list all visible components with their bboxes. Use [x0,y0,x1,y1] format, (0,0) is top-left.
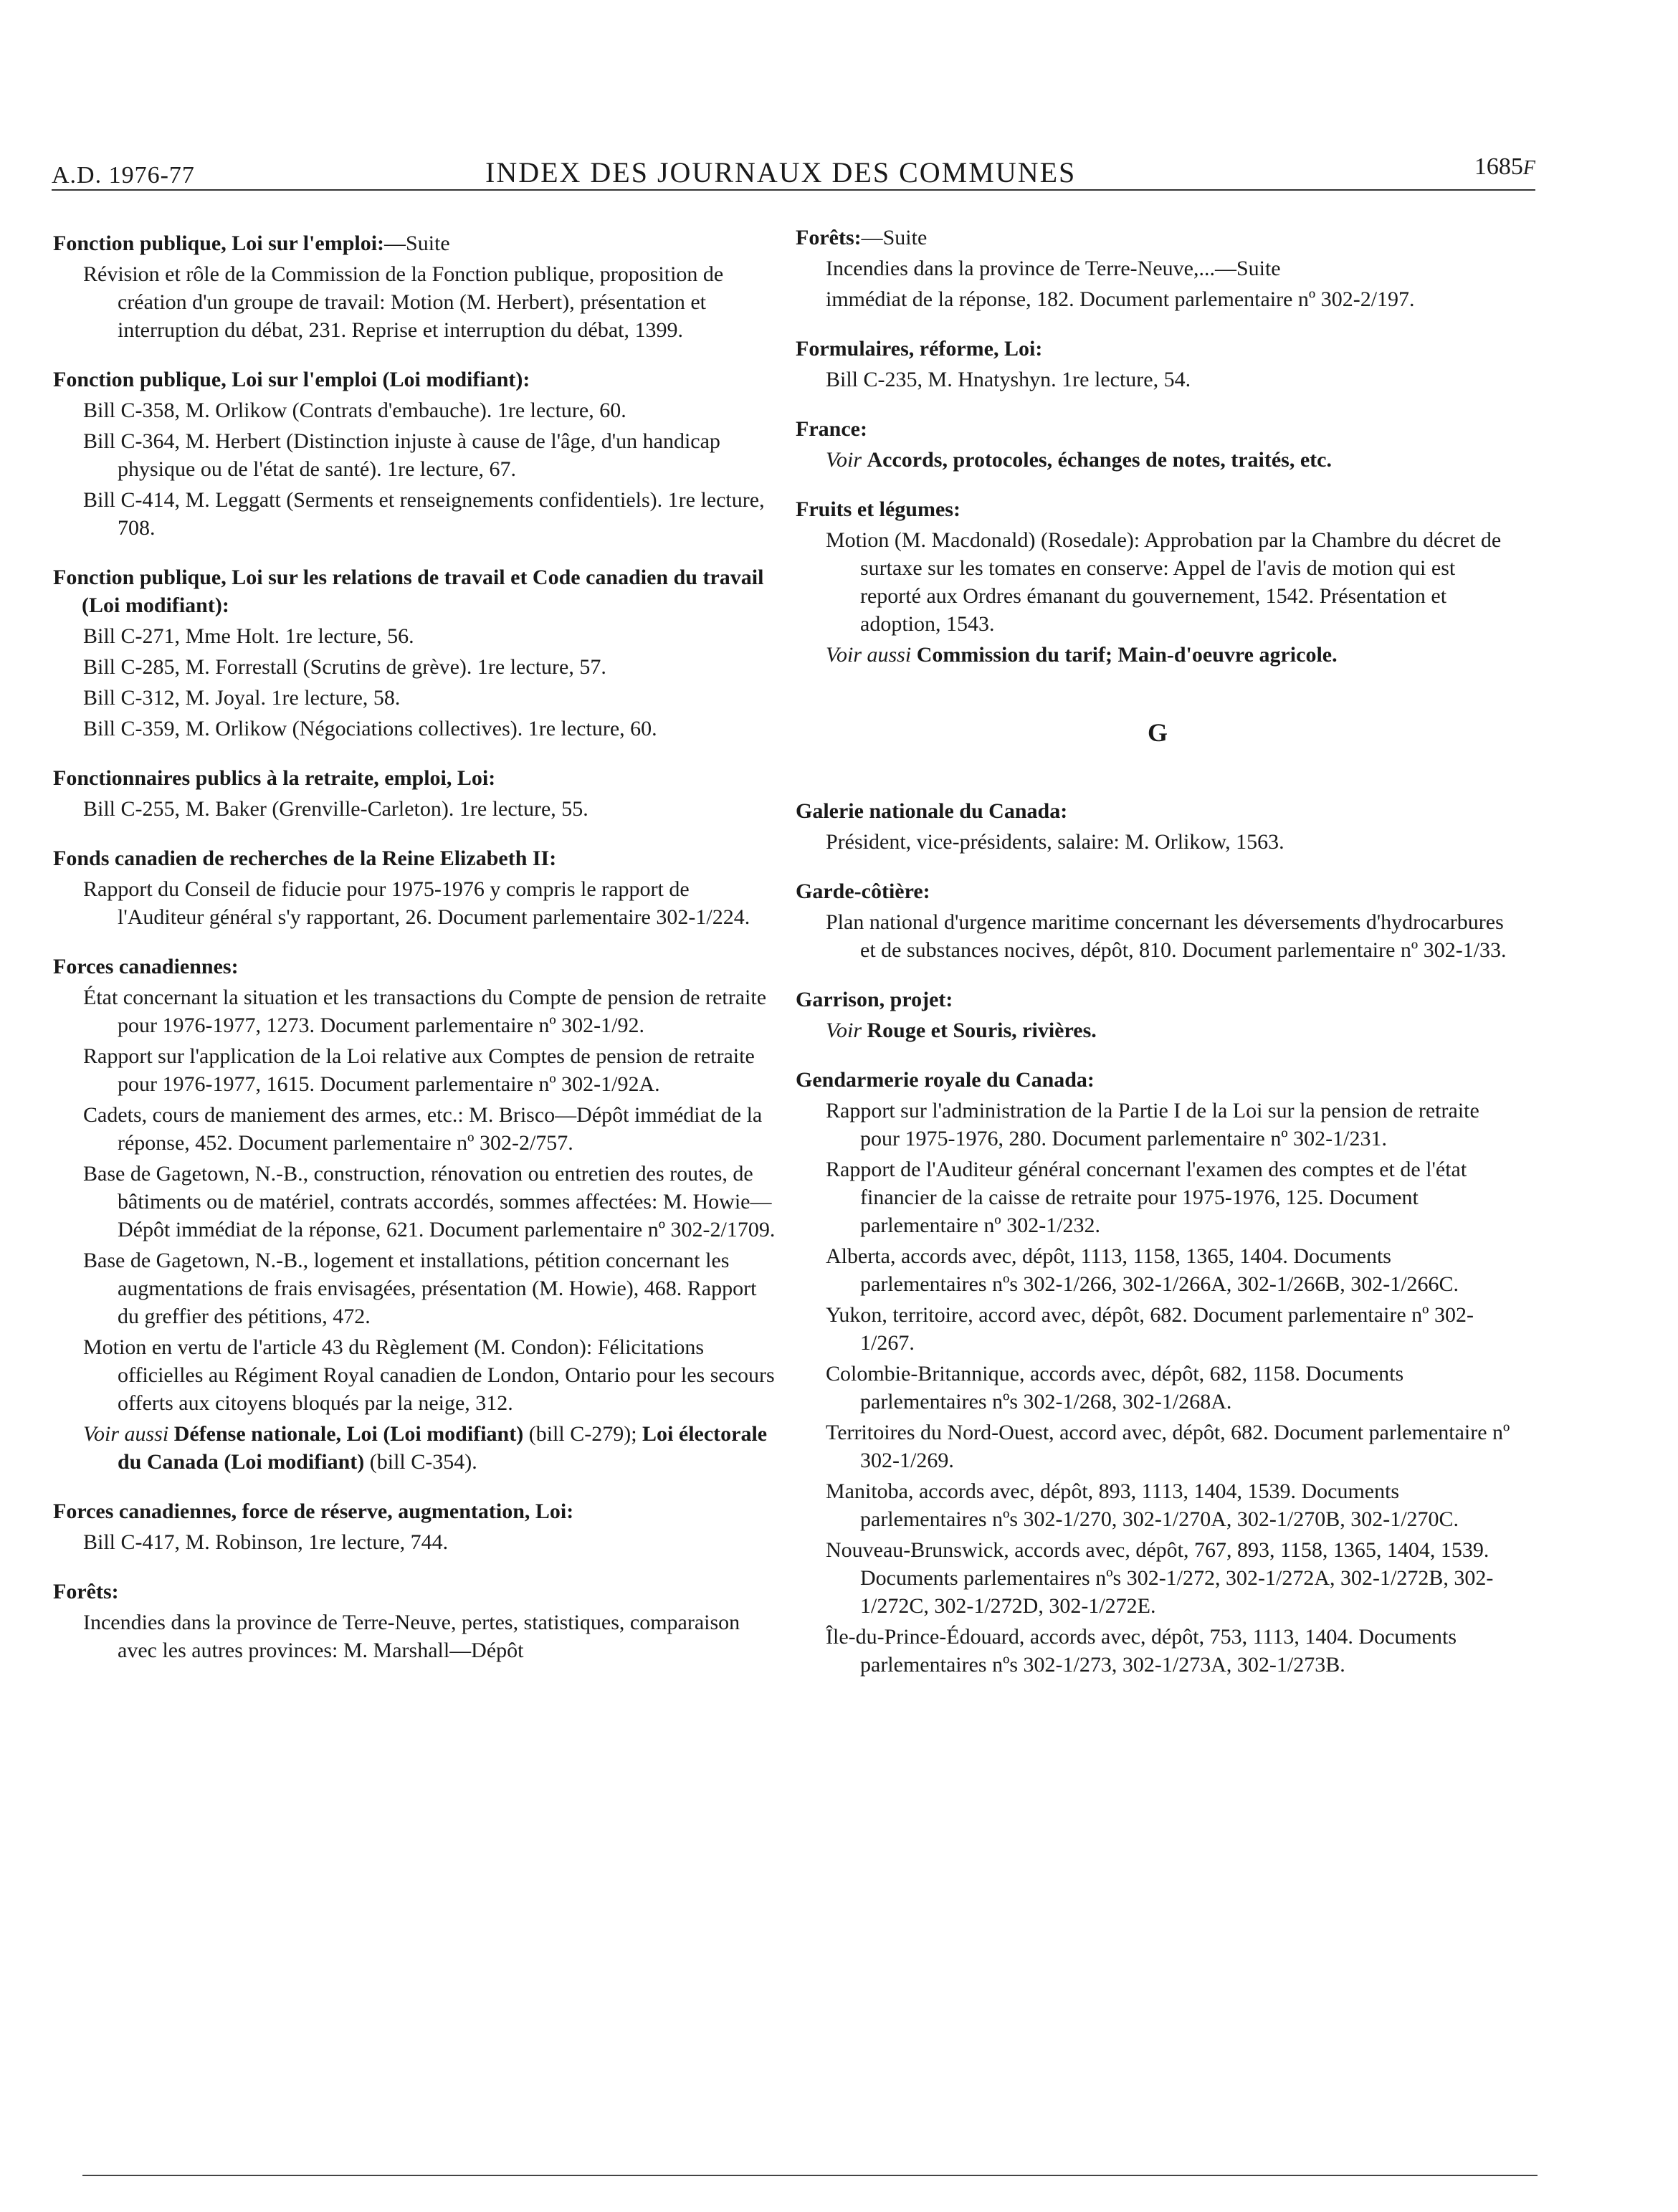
cross-reference: Loi électorale du Canada (Loi modifiant) [118,1422,768,1474]
entry-heading-text: Galerie nationale du Canada: [796,799,1068,823]
entry-item: Bill C-417, M. Robinson, 1re lecture, 744. [83,1530,449,1554]
index-entry [53,1578,777,1664]
entry-item: immédiat de la réponse, 182. Document parlementaire nº 302-2/197. [826,287,1415,311]
page-header [52,143,1535,194]
entry-item: Bill C-235, M. Hnatyshyn. 1re lecture, 54. [826,368,1191,391]
entry-item [796,641,1520,669]
entry-heading [53,1497,777,1525]
entry-heading [796,335,1520,363]
entry-item: Bill C-285, M. Forrestall (Scrutins de grève). 1re lecture, 57. [83,655,606,679]
entry-heading-text: Fonction publique, Loi sur l'emploi: [53,232,385,255]
entry-heading [53,764,777,792]
entry-heading [796,415,1520,443]
entry-suite: —Suite [861,226,928,249]
index-entry [53,229,777,344]
cross-reference: Commission du tarif; Main-d'oeuvre agricole. [916,643,1338,667]
entry-heading-text: Forêts: [796,226,862,249]
entry-item: Rapport de l'Auditeur général concernant l'examen des comptes et de l'état financier de la caisse de retraite pour 1975-1976, 125. Document parlementaire nº 302-1/232. [826,1158,1467,1237]
index-entry [53,953,777,1476]
entry-item: Rapport sur l'application de la Loi relative aux Comptes de pension de retraite pour 1976-1977, 1615. Document parlementaire nº 302-1/92A. [83,1044,755,1096]
entry-item: Motion en vertu de l'article 43 du Règlement (M. Condon): Félicitations officielles au Régiment Royal canadien de London, Ontario pour les secours offerts aux citoyens bloqués par la neige, 312. [83,1335,775,1415]
entry-heading-text: Fonction publique, Loi sur l'emploi (Loi modifiant): [53,368,530,391]
entry-item: Rapport sur l'administration de la Partie I de la Loi sur la pension de retraite pour 1975-1976, 280. Document parlementaire nº 302-1/231. [826,1099,1479,1150]
entry-item: Bill C-414, M. Leggatt (Serments et renseignements confidentiels). 1re lecture, 708. [83,488,765,540]
index-entry [53,1497,777,1556]
entry-heading-text: France: [796,417,867,441]
voir-label: Voir aussi [83,1422,169,1446]
entry-heading-text: Forces canadiennes, force de réserve, augmentation, Loi: [53,1500,574,1523]
entry-heading-text: Fonction publique, Loi sur les relations de travail et Code canadien du travail (Loi modifiant): [53,566,764,617]
entry-heading [53,844,777,872]
index-entry [796,415,1520,474]
entry-item: Cadets, cours de maniement des armes, etc.: M. Brisco—Dépôt immédiat de la réponse, 452. Document parlementaire nº 302-2/757. [83,1103,763,1155]
entry-heading-text: Garde-côtière: [796,879,930,903]
page-number-value: 1685 [1474,153,1523,180]
entry-heading [796,224,1520,252]
index-entry [53,844,777,931]
entry-item: Base de Gagetown, N.-B., logement et installations, pétition concernant les augmentations de frais envisagées, présentation (M. Howie), 468. Rapport du greffier des pétitions, 472. [83,1249,757,1328]
header-rule [52,189,1535,191]
entry-item [796,1016,1520,1044]
cross-reference: Défense nationale, Loi (Loi modifiant) [173,1422,524,1446]
entry-item: Yukon, territoire, accord avec, dépôt, 682. Document parlementaire nº 302-1/267. [826,1303,1474,1355]
entry-heading [796,877,1520,905]
entry-heading [796,986,1520,1014]
entry-item: Incendies dans la province de Terre-Neuve,...—Suite [826,257,1281,280]
entry-heading [796,1066,1520,1094]
entry-heading-text: Gendarmerie royale du Canada: [796,1068,1095,1092]
entry-heading-text: Garrison, projet: [796,988,953,1011]
index-entry [796,224,1520,313]
cross-reference-note: (bill C-354). [364,1450,477,1474]
cross-reference: Accords, protocoles, échanges de notes, traités, etc. [867,448,1332,472]
footer-rule [82,2175,1538,2176]
entry-item: Président, vice-présidents, salaire: M. Orlikow, 1563. [826,830,1284,854]
index-entry [796,1066,1520,1679]
index-entry [53,366,777,542]
entry-item: Rapport du Conseil de fiducie pour 1975-1976 y compris le rapport de l'Auditeur général s'y rapportant, 26. Document parlementaire 302-1/224. [83,877,750,929]
left-column [53,229,777,1686]
index-entry [796,986,1520,1044]
entry-item: Base de Gagetown, N.-B., construction, rénovation ou entretien des routes, de bâtiments ou de matériel, contrats accordés, sommes affectées: M. Howie—Dépôt immédiat de la réponse, 621. Document parlementaire nº 302-2/1709. [83,1162,776,1241]
index-entry [53,764,777,823]
voir-label: Voir aussi [826,643,912,667]
entry-heading-text: Formulaires, réforme, Loi: [796,337,1043,361]
header-title: INDEX DES JOURNAUX DES COMMUNES [485,156,1077,189]
entry-heading [53,1578,777,1606]
entry-item: Alberta, accords avec, dépôt, 1113, 1158, 1365, 1404. Documents parlementaires nºs 302-1/266, 302-1/266A, 302-1/266B, 302-1/266C. [826,1244,1459,1296]
right-column [796,224,1520,1700]
voir-label: Voir [826,1019,862,1042]
section-letter: G [1147,718,1168,747]
entry-item: Bill C-255, M. Baker (Grenville-Carleton). 1re lecture, 55. [83,797,588,821]
header-year: A.D. 1976-77 [52,162,195,189]
entry-item: Incendies dans la province de Terre-Neuve, pertes, statistiques, comparaison avec les autres provinces: M. Marshall—Dépôt [83,1611,740,1662]
entry-item: Plan national d'urgence maritime concernant les déversements d'hydrocarbures et de substances nocives, dépôt, 810. Document parlementaire nº 302-1/33. [826,910,1507,962]
index-entry [53,563,777,743]
entry-item: Île-du-Prince-Édouard, accords avec, dépôt, 753, 1113, 1404. Documents parlementaires nºs 302-1/273, 302-1/273A, 302-1/273B. [826,1625,1457,1677]
entry-heading [53,366,777,394]
entry-item: État concernant la situation et les transactions du Compte de pension de retraite pour 1976-1977, 1273. Document parlementaire nº 302-1/92. [83,986,767,1037]
right-column-top [796,224,1520,669]
entry-item: Manitoba, accords avec, dépôt, 893, 1113, 1404, 1539. Documents parlementaires nºs 302-1/270, 302-1/270A, 302-1/270B, 302-1/270C. [826,1479,1459,1531]
voir-label: Voir [826,448,862,472]
entry-heading-text: Fonds canadien de recherches de la Reine Elizabeth II: [53,847,557,870]
entry-item: Motion (M. Macdonald) (Rosedale): Approbation par la Chambre du décret de surtaxe sur les tomates en conserve: Appel de l'avis de motion qui est reporté aux Ordres émanant du gouvernement, 1542. Présentation et adoption, 1543. [826,528,1502,636]
entry-item: Bill C-364, M. Herbert (Distinction injuste à cause de l'âge, d'un handicap physique ou de l'état de santé). 1re lecture, 67. [83,429,720,481]
entry-item: Révision et rôle de la Commission de la Fonction publique, proposition de création d'un groupe de travail: Motion (M. Herbert), présentation et interruption du débat, 231. Reprise et interruption du débat, 1399. [83,262,724,342]
entry-item: Bill C-359, M. Orlikow (Négociations collectives). 1re lecture, 60. [83,717,657,740]
entry-heading [796,797,1520,825]
index-entry [796,797,1520,856]
entry-item: Bill C-312, M. Joyal. 1re lecture, 58. [83,686,401,710]
entry-item: Nouveau-Brunswick, accords avec, dépôt, 767, 893, 1158, 1365, 1404, 1539. Documents parlementaires nºs 302-1/272, 302-1/272A, 302-1/272B, 302-1/272C, 302-1/272D, 302-1/272E. [826,1538,1494,1618]
entry-heading-text: Forêts: [53,1580,119,1603]
entry-item: Colombie-Britannique, accords avec, dépôt, 682, 1158. Documents parlementaires nºs 302-1/268, 302-1/268A. [826,1362,1404,1414]
right-column-bottom [796,797,1520,1679]
entry-heading [796,495,1520,523]
cross-reference-note: (bill C-279); [523,1422,643,1446]
index-entry [796,495,1520,669]
entry-item [796,446,1520,474]
entry-item: Bill C-358, M. Orlikow (Contrats d'embauche). 1re lecture, 60. [83,399,626,422]
entry-heading-text: Forces canadiennes: [53,955,239,978]
entry-item: Bill C-271, Mme Holt. 1re lecture, 56. [83,624,414,648]
entry-heading-text: Fruits et légumes: [796,497,960,521]
index-entry [796,877,1520,964]
page-number [1474,153,1535,181]
entry-item [53,1420,777,1476]
entry-suite: —Suite [384,232,450,255]
entry-heading-text: Fonctionnaires publics à la retraite, emploi, Loi: [53,766,496,790]
entry-item: Territoires du Nord-Ouest, accord avec, dépôt, 682. Document parlementaire nº 302-1/269. [826,1421,1510,1472]
index-entry [796,335,1520,394]
entry-heading [53,229,777,257]
page-number-suffix: F [1522,157,1535,179]
entry-heading [53,563,777,619]
cross-reference: Rouge et Souris, rivières. [867,1019,1097,1042]
entry-heading [53,953,777,981]
